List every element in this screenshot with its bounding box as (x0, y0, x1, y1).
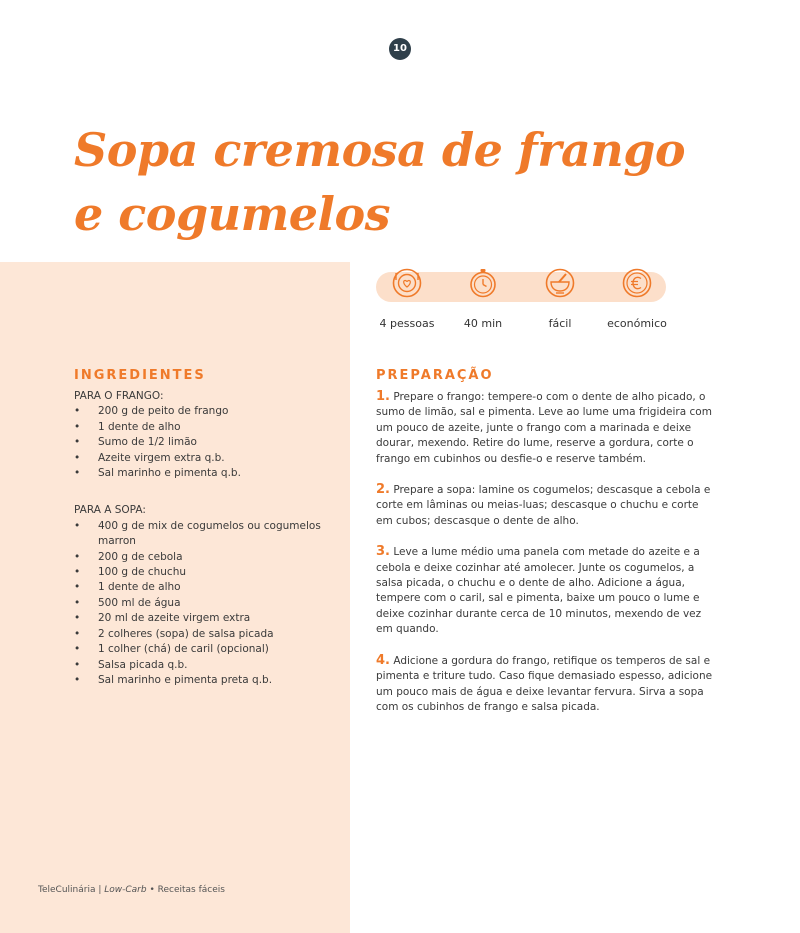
ingredient-item: • 200 g de peito de frango (74, 404, 344, 419)
ingredient-item: • 400 g de mix de cogumelos ou cogumelos marron (74, 519, 344, 550)
ingredient-item: • Sumo de 1/2 limão (74, 435, 344, 450)
page-number-badge: 10 (389, 38, 411, 60)
euro-coin-icon (622, 268, 652, 298)
step-text: Prepare a sopa: lamine os cogumelos; descasque a cebola e corte em lâminas ou meias-luas; descasque o chuchu e corte em cubos; descasque o dente de alho. (376, 484, 711, 527)
step-text: Adicione a gordura do frango, retifique os temperos de sal e pimenta e triture tudo. Caso fique demasiado espesso, adicione um pouco mais de água e deixe levantar fervura. Sirva a sopa com os cubinhos de frango e salsa picada. (376, 654, 713, 713)
ingredient-group-sopa (74, 519, 344, 688)
preparation-step (376, 482, 716, 529)
step-number: 3. (376, 544, 390, 560)
title-line-2: e cogumelos (74, 187, 391, 241)
stat-difficulty (520, 268, 600, 330)
ingredient-group-frango (74, 404, 344, 481)
ingredient-item: • Sal marinho e pimenta preta q.b. (74, 673, 344, 688)
serving-plate-icon (392, 268, 422, 298)
step-text: Leve a lume médio uma panela com metade do azeite e a cebola e deixe cozinhar até amolecer. Junte os cogumelos, a salsa picada, o chuchu e o dente de alho. Adicione a água, tempere com o caril, sal e pimenta, baixe um pouco o lume e deixe cozinhar durante cerca de 10 minutos, mexendo de vez em quando. (376, 546, 702, 636)
stat-cost (597, 268, 677, 330)
preparation-step (376, 389, 716, 467)
mortar-pestle-icon (545, 268, 575, 298)
ingredient-item: • Salsa picada q.b. (74, 658, 344, 673)
step-number: 2. (376, 482, 390, 498)
stat-label: 4 pessoas (379, 317, 435, 330)
stopwatch-icon (468, 268, 498, 298)
ingredient-item: • Sal marinho e pimenta q.b. (74, 466, 344, 481)
recipe-title (74, 118, 685, 246)
preparation-step (376, 544, 716, 637)
footer-sub: Receitas fáceis (157, 885, 225, 895)
stat-label: 40 min (463, 317, 503, 330)
ingredients-heading: INGREDIENTES (74, 368, 206, 383)
stat-time (443, 268, 523, 330)
ingredient-group-title: PARA O FRANGO: (74, 390, 164, 402)
page-footer: TeleCulinária | Low-Carb • Receitas fáceis (38, 885, 225, 895)
ingredient-item: • 100 g de chuchu (74, 565, 344, 580)
stat-label: fácil (548, 317, 572, 330)
title-line-1: Sopa cremosa de frango (74, 123, 686, 177)
ingredient-item: • 20 ml de azeite virgem extra (74, 611, 344, 626)
preparation-steps (376, 389, 716, 730)
ingredient-item: • Azeite virgem extra q.b. (74, 451, 344, 466)
ingredient-group-title: PARA A SOPA: (74, 504, 146, 517)
footer-brand: TeleCulinária (38, 885, 96, 895)
ingredient-item: • 1 dente de alho (74, 580, 344, 595)
footer-series: Low-Carb (104, 885, 147, 895)
ingredient-item: • 500 ml de água (74, 596, 344, 611)
step-number: 1. (376, 389, 390, 404)
stat-servings (367, 268, 447, 330)
ingredient-item: • 200 g de cebola (74, 550, 344, 565)
ingredients-list (74, 389, 344, 688)
step-text: Prepare o frango: tempere-o com o dente de alho picado, o sumo de limão, sal e pimenta. Leve ao lume uma frigideira com um pouco de azeite, junte o frango com a marinada e deixe dourar, mexendo. Retire do lume, reserve a gordura, corte o frango em cubinhos ou desfie-o e reserve também. (376, 391, 712, 465)
preparation-step (376, 653, 716, 716)
ingredient-item: • 1 colher (chá) de caril (opcional) (74, 642, 344, 657)
stat-label: económico (607, 317, 667, 330)
step-number: 4. (376, 652, 390, 668)
ingredient-item: • 2 colheres (sopa) de salsa picada (74, 627, 344, 642)
preparation-heading: PREPARAÇÃO (376, 368, 494, 383)
ingredient-item: • 1 dente de alho (74, 420, 344, 435)
